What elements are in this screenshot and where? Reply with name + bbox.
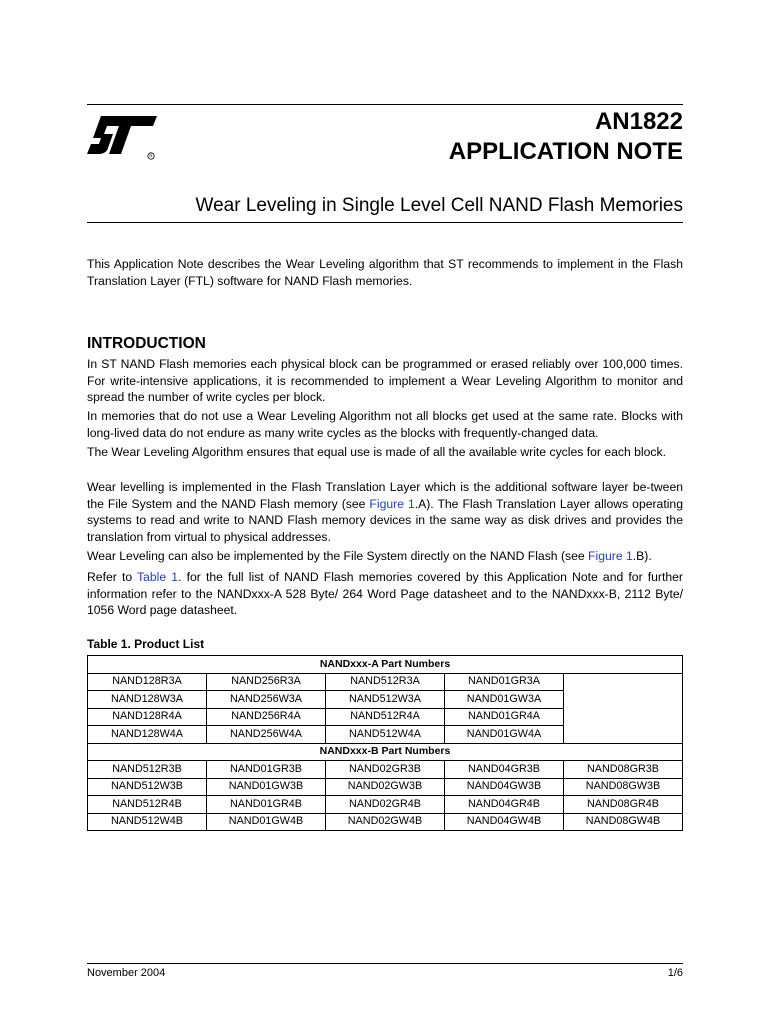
- table-1-link[interactable]: Table 1: [137, 570, 179, 584]
- summary-paragraph: This Application Note describes the Wear Leveling algorithm that ST recommends to implement in the Flash Translation Layer (FTL) software for NAND Flash memories.: [87, 257, 683, 288]
- part-number-cell: NAND512W3B: [88, 778, 207, 796]
- table-caption: Table 1. Product List: [87, 637, 205, 651]
- table-group-header: [88, 743, 683, 761]
- part-number-cell: NAND04GW3B: [445, 778, 564, 796]
- group-b-title: NANDxxx-B Part Numbers: [88, 743, 683, 761]
- part-number-cell: NAND128W4A: [88, 726, 207, 744]
- part-number-cell: NAND02GR3B: [326, 761, 445, 779]
- part-number-cell: NAND01GW4B: [207, 813, 326, 831]
- document-title: Wear Leveling in Single Level Cell NAND Flash Memories: [195, 195, 683, 216]
- part-number-cell: NAND128R4A: [88, 708, 207, 726]
- part-number-cell: NAND01GR4B: [207, 796, 326, 814]
- part-number-cell: NAND512R4A: [326, 708, 445, 726]
- part-number-cell: NAND256R3A: [207, 673, 326, 691]
- part-number-cell: NAND512W3A: [326, 691, 445, 709]
- p4-text-b: .A). The Flash Translation Layer allows operating systems to read and write to NAND Flash memory devices in the same way as disk drives and provides the translation from virtual to physical addresses.: [87, 496, 683, 544]
- document-id: AN1822: [594, 108, 683, 135]
- part-number-cell: NAND02GW4B: [326, 813, 445, 831]
- part-number-cell: NAND512R3A: [326, 673, 445, 691]
- table-row: [88, 796, 683, 814]
- table-group-header: [88, 656, 683, 674]
- footer-rule: [87, 963, 683, 964]
- table-row: [88, 761, 683, 779]
- p4-text-a: Wear levelling is implemented in the Flash Translation Layer which is the additional software layer be-tween the File System and the NAND Flash memory (see: [87, 480, 683, 511]
- part-number-cell: NAND512R4B: [88, 796, 207, 814]
- part-number-cell: NAND512W4B: [88, 813, 207, 831]
- part-number-cell: NAND01GW3B: [207, 778, 326, 796]
- part-number-cell: NAND512W4A: [326, 726, 445, 744]
- part-number-cell: NAND01GW3A: [445, 691, 564, 709]
- table-row: [88, 778, 683, 796]
- table-row: [88, 673, 683, 691]
- group-a-title: NANDxxx-A Part Numbers: [88, 656, 683, 674]
- intro-paragraph-6: [87, 569, 683, 619]
- part-number-cell: NAND128W3A: [88, 691, 207, 709]
- part-number-cell: NAND256W3A: [207, 691, 326, 709]
- part-number-cell: NAND08GW4B: [564, 813, 683, 831]
- p6-text-a: Refer to: [87, 570, 138, 584]
- p5-text-a: Wear Leveling can also be implemented by the File System directly on the NAND Flash (see: [87, 549, 589, 563]
- st-logo: [87, 112, 159, 162]
- figure-1-link[interactable]: Figure 1: [588, 549, 633, 563]
- part-number-cell: NAND08GR3B: [564, 761, 683, 779]
- part-number-cell: NAND08GR4B: [564, 796, 683, 814]
- part-number-cell: NAND04GR4B: [445, 796, 564, 814]
- p5-text-b: .B).: [632, 549, 652, 563]
- part-number-cell: NAND04GW4B: [445, 813, 564, 831]
- document-page: [87, 0, 683, 1024]
- part-number-cell: NAND02GR4B: [326, 796, 445, 814]
- header-top-rule: [87, 104, 683, 105]
- part-number-cell: NAND512R3B: [88, 761, 207, 779]
- figure-1-link[interactable]: Figure 1: [369, 496, 415, 511]
- part-number-cell: NAND256W4A: [207, 726, 326, 744]
- table-row: [88, 813, 683, 831]
- intro-paragraph-3: The Wear Leveling Algorithm ensures that equal use is made of all the available write cycles for each block.: [87, 445, 666, 459]
- part-number-cell: NAND02GW3B: [326, 778, 445, 796]
- intro-paragraph-2: In memories that do not use a Wear Leveling Algorithm not all blocks get used at the same rate. Blocks with long-lived data do not endure as many write cycles as the blocks with frequently-changed data.: [87, 409, 683, 440]
- part-number-cell: NAND01GR3B: [207, 761, 326, 779]
- empty-cell: [564, 673, 683, 743]
- svg-text:R: R: [149, 153, 153, 159]
- footer-date: November 2004: [87, 967, 166, 979]
- intro-paragraph-1: In ST NAND Flash memories each physical block can be programmed or erased reliably over 100,000 times. For write-intensive applications, it is recommended to implement a Wear Leveling Algorithm to monitor and spread the number of write cycles per block.: [87, 357, 683, 404]
- part-number-cell: NAND04GR3B: [445, 761, 564, 779]
- part-number-cell: NAND08GW3B: [564, 778, 683, 796]
- part-number-cell: NAND256R4A: [207, 708, 326, 726]
- intro-paragraph-5: [87, 548, 683, 565]
- product-list-table: [87, 655, 683, 831]
- p6-text-b: . for the full list of NAND Flash memories covered by this Application Note and for further information refer to the NANDxxx-A 528 Byte/ 264 Word Page datasheet and to the NANDxxx-B, 2112 Byte/ 1056 Word page datasheet.: [87, 570, 683, 617]
- document-type: APPLICATION NOTE: [448, 138, 683, 165]
- part-number-cell: NAND128R3A: [88, 673, 207, 691]
- part-number-cell: NAND01GR4A: [445, 708, 564, 726]
- intro-paragraph-4: [87, 479, 683, 545]
- part-number-cell: NAND01GW4A: [445, 726, 564, 744]
- part-number-cell: NAND01GR3A: [445, 673, 564, 691]
- title-rule: [87, 222, 683, 223]
- page-number: 1/6: [667, 967, 683, 979]
- section-heading: INTRODUCTION: [87, 335, 206, 352]
